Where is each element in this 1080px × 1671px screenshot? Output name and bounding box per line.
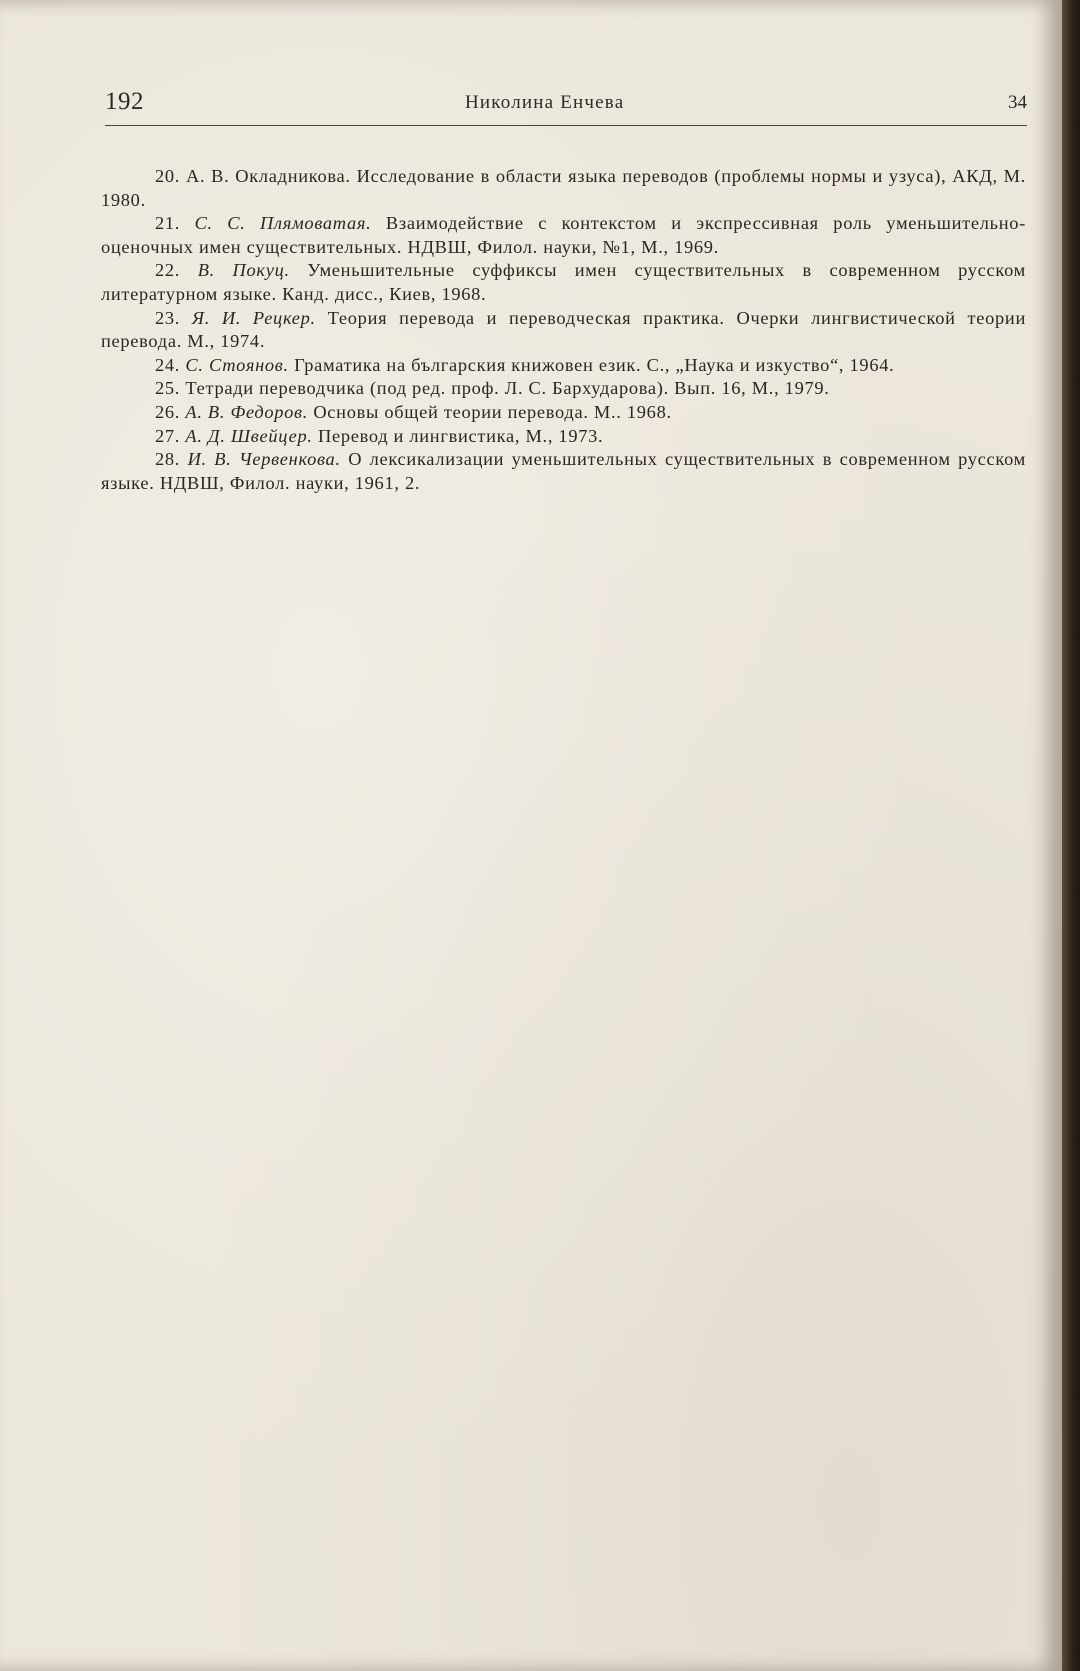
reference-item: [101, 259, 1026, 306]
reference-item: [101, 212, 1026, 259]
reference-author: А. В. Окладникова.: [185, 166, 351, 186]
reference-author: В. Покуц.: [197, 260, 290, 281]
reference-text: Перевод и лингвистика, М., 1973.: [312, 425, 604, 446]
reference-text: Тетради переводчика (под ред. проф. Л. С. Бархударова). Вып. 16, М., 1979.: [185, 378, 830, 399]
reference-author: Я. И. Рецкер.: [191, 307, 316, 328]
reference-item: [101, 448, 1026, 495]
reference-item: [101, 165, 1026, 212]
reference-number: 21.: [155, 213, 181, 234]
reference-author: А. Д. Швейцер.: [185, 425, 313, 446]
reference-number: 24.: [155, 354, 181, 375]
reference-text: Взаимодействие с контекстом и экспрессивная роль уменьшительно-оценочных имен существительных. НДВШ, Филол. науки, №1, М., 1969.: [101, 213, 1026, 257]
reference-number: 28.: [155, 449, 181, 470]
reference-author: А. В. Федоров.: [185, 401, 309, 422]
page-header: [105, 88, 1027, 128]
reference-number: 25.: [155, 378, 181, 399]
reference-text: Теория перевода и переводческая практика. Очерки лингвистической теории перевода. М., 1974.: [101, 307, 1026, 352]
reference-text: Исследование в области языка переводов (проблемы нормы и узуса), АКД, М. 1980.: [101, 166, 1026, 210]
reference-item: [101, 377, 1026, 401]
reference-list: [101, 165, 1026, 495]
reference-number: 26.: [155, 401, 181, 422]
reference-number: 20.: [155, 166, 181, 186]
reference-item: [101, 307, 1026, 354]
reference-item: [101, 425, 1026, 449]
header-rule: [105, 125, 1027, 126]
header-number-right: 34: [1008, 92, 1027, 113]
reference-number: 22.: [155, 260, 181, 281]
reference-author: С. С. Плямоватая.: [194, 213, 372, 234]
reference-text: Граматика на българския книжовен език. С., „Наука и изкуство“, 1964.: [288, 354, 895, 375]
reference-item: [101, 401, 1026, 425]
reference-text: Основы общей теории перевода. М.. 1968.: [308, 401, 672, 422]
reference-author: И. В. Червенкова.: [187, 449, 341, 470]
reference-author: С. Стоянов.: [185, 354, 289, 375]
reference-text: Уменьшительные суффиксы имен существительных в современном русском литературном языке. Канд. дисс., Киев, 1968.: [101, 260, 1026, 304]
page-number: 192: [105, 88, 144, 115]
binding-edge: [1062, 0, 1080, 1671]
reference-item: [101, 354, 1026, 378]
reference-number: 27.: [155, 425, 181, 446]
running-head: Николина Енчева: [465, 92, 625, 113]
reference-number: 23.: [155, 307, 181, 328]
reference-text: О лексикализации уменьшительных существительных в современном русском языке. НДВШ, Филол. науки, 1961, 2.: [101, 449, 1026, 493]
